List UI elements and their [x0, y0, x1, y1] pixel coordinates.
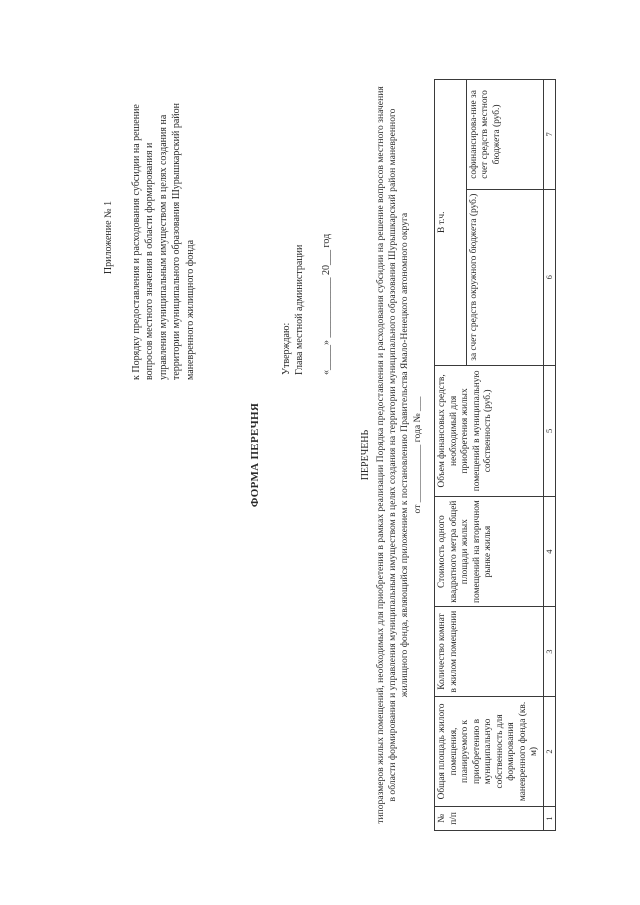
header-area: Общая площадь жилого помещения, планируемого к приобретению в муниципальную собственность для формирования маневренного фонда (кв. м) [435, 697, 544, 807]
header-including: В т.ч. [435, 80, 467, 366]
approve-label: Утверждаю: [281, 322, 292, 375]
header-num: № п/п [435, 806, 544, 830]
index-cell: 5 [543, 365, 556, 497]
index-cell: 3 [543, 607, 556, 697]
appendix-block [102, 95, 197, 380]
header-price: Стоимость одного квадратного метра общей площади жилых помещений на вторичном рынке жилья [435, 497, 544, 607]
index-cell: 6 [543, 189, 556, 365]
sizes-table [434, 79, 556, 831]
table-header-row [435, 80, 467, 831]
table-index-row [543, 80, 556, 831]
rotated-sheet [92, 75, 562, 835]
resolution-date-line: от ____________ года № ___ [412, 396, 423, 514]
appendix-text: к Порядку предоставления и расходования субсидии на решение вопросов местного значения в области формирования и управления муниципальным имуществом в целях создания на территории муниципального образования Шурышкарский район маневренного жилищного фонда [130, 102, 196, 380]
approve-sign-line: «_____» ____________ 20___ год [321, 233, 332, 375]
list-heading: ПЕРЕЧЕНЬ [360, 429, 371, 481]
list-description-block [375, 85, 424, 825]
form-title: ФОРМА ПЕРЕЧНЯ [249, 402, 261, 508]
header-funds: Объем финансовых средств, необходимый для приобретения жилых помещений в муниципальную собственность (руб.) [435, 365, 544, 497]
approval-block [280, 234, 333, 375]
header-district-budget: за счет средств окружного бюджета (руб.) [466, 189, 543, 365]
list-description: типоразмеров жилых помещений, необходимых для приобретения в рамках реализации Порядка предоставления и расходования субсидии на решение вопросов местного значения в области формирования и управления муниципальным имуществом в целях создания на территории муниципального образования Шурышкарский район маневренного жилищного фонда, являющийся приложением к постановлению Правительства Ямало-Ненецкого автономного округа [375, 86, 410, 824]
header-rooms: Количество комнат в жилом помещении [435, 607, 544, 697]
index-cell: 2 [543, 697, 556, 807]
appendix-number: Приложение № 1 [103, 200, 114, 275]
header-local-budget: софинансирова-ние за счет средств местного бюджета (руб.) [466, 80, 543, 190]
approve-position: Глава местной администрации [294, 244, 305, 375]
index-cell: 4 [543, 497, 556, 607]
index-cell: 1 [543, 806, 556, 830]
index-cell: 7 [543, 80, 556, 190]
